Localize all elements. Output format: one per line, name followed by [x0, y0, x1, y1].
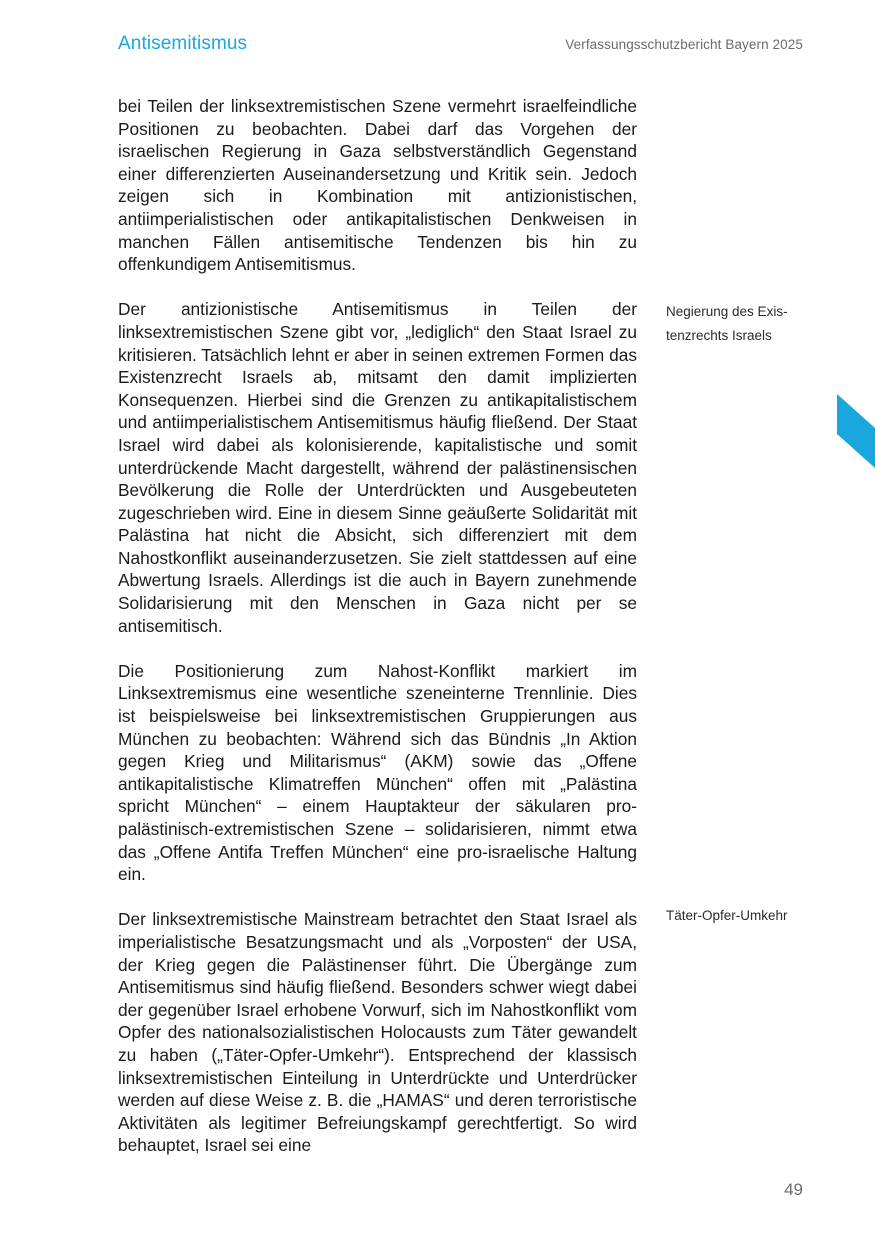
body-text — [118, 95, 637, 1180]
paragraph: Die Positionierung zum Nahost-Konflikt markiert im Linksextremismus eine wesentliche szeneinterne Trennlinie. Dies ist beispielsweise bei linksextremistischen Gruppierungen aus München zu beobachten: Während sich das Bündnis „In Aktion gegen Krieg und Militarismus“ (AKM) sowie das „Offene antikapitalistische Klimatreffen München“ offen mit „Palästina spricht München“ – einem Hauptakteur der säkularen pro-palästinisch-extremistischen Szene – solidarisieren, nimmt etwa das „Offene Antifa Treffen München“ eine pro-israelische Haltung ein. — [118, 660, 637, 885]
publication-title: Verfassungsschutzbericht Bayern 2025 — [565, 37, 803, 52]
margin-note: Negierung des Existenzrechts Israels — [666, 304, 788, 343]
paragraph: bei Teilen der linksextremistischen Szene vermehrt israelfeindliche Positionen zu beobachten. Dabei darf das Vorgehen der israelischen Regierung in Gaza selbstverständlich Gegenstand einer differenzierten Auseinandersetzung und Kritik sein. Jedoch zeigen sich in Kombination mit antizionistischen, antiimperialistischen oder antikapitalistischen Denkweisen in manchen Fällen antisemitische Tendenzen bis hin zu offenkundigem Antisemitismus. — [118, 96, 637, 275]
chapter-tab-marker — [837, 394, 875, 468]
paragraph: Der linksextremistische Mainstream betrachtet den Staat Israel als imperialistische Besatzungsmacht und als „Vorposten“ der USA, der Krieg gegen die Palästinenser führt. Die Übergänge zum Antisemitismus sind häufig fließend. Besonders schwer wiegt dabei der gegenüber Israel erhobene Vorwurf, sich im Nahostkonflikt vom Opfer des nationalsozialistischen Holocausts zum Täter gewandelt zu haben („Täter-Opfer-Umkehr“). Entsprechend der klassisch linksextremistischen Einteilung in Unterdrückte und Unterdrücker werden auf diese Weise z. B. die „HAMAS“ und deren terroristische Aktivitäten als legitimer Befreiungskampf gerechtfertigt. So wird behauptet, Israel sei eine — [118, 909, 637, 1156]
page-number: 49 — [784, 1180, 803, 1199]
paragraph: Der antizionistische Antisemitismus in Teilen der linksextremistischen Szene gibt vor, „lediglich“ den Staat Israel zu kritisieren. Tatsächlich lehnt er aber in seinen extremen Formen das Existenzrecht Israels ab, mitsamt den damit implizierten Konsequenzen. Hierbei sind die Grenzen zu antikapitalistischem und antiimperialistischem Antisemitismus häufig fließend. Der Staat Israel wird dabei als kolonisierende, kapitalistische und somit unterdrückende Macht dargestellt, während der palästinensischen Bevölkerung die Rolle der Unterdrückten und Ausgebeuteten zugeschrieben wird. Eine in diesem Sinne geäußerte Solidarität mit Palästina hat nicht die Absicht, sich differenziert mit dem Nahostkonflikt auseinanderzusetzen. Sie zielt stattdessen auf eine Abwertung Israels. Allerdings ist die auch in Bayern zunehmende Solidarisierung mit den Menschen in Gaza nicht per se antisemitisch. — [118, 299, 637, 636]
margin-note: Täter-Opfer-Umkehr — [666, 908, 788, 923]
section-title: Antisemitismus — [118, 33, 248, 54]
